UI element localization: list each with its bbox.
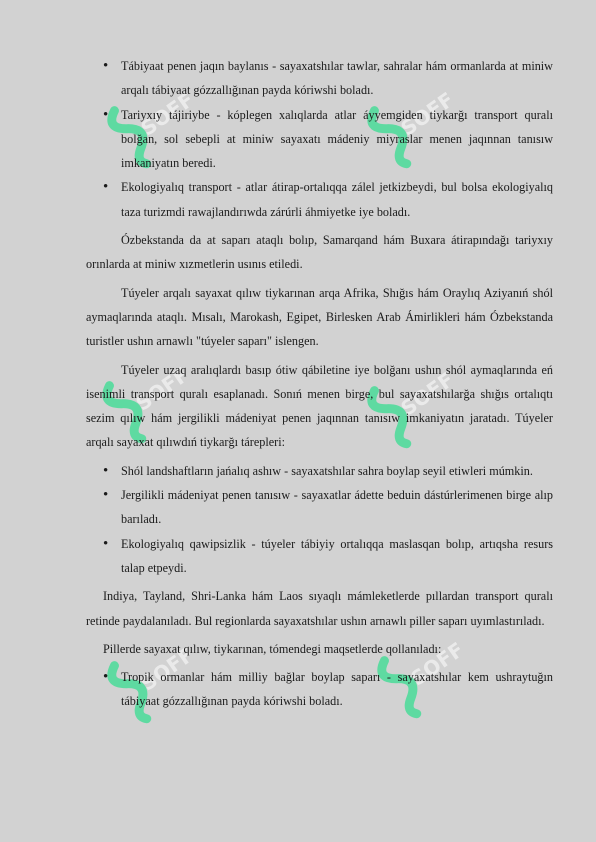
- paragraph: Indiya, Tayland, Shri-Lanka hám Laos sıyaqlı mámleketlerde pıllardan transport quralı retinde paydalanıladı. Bul regionlarda sayaxatshılar ushın arnawlı piller saparı uyımlastırıladı.: [86, 589, 553, 628]
- paragraph: Túyeler arqalı sayaxat qılıw tiykarınan arqa Afrika, Shığıs hám Oraylıq Aziyanıń shól aymaqlarında ataqlı. Mısalı, Marokash, Egipet, Birlesken Arab Ámirlikleri hám Ózbekstanda turistler ushın arnawlı "túyeler saparı" islengen.: [86, 285, 553, 349]
- list-item: • Tariyxıy tájiriybe - kóplegen xalıqlarda atlar áyyemgiden tiykarğı transport quralı bolğan, sol sebepli at miniw sayaxatı mádeniy miyraslar menen jaqınnan tanısıw imkaniyatın beredi.: [86, 103, 553, 176]
- svg-text:SOFF: SOFF: [396, 367, 459, 421]
- bullet-list: [86, 459, 553, 580]
- list-item: • Tábiyaat penen jaqın baylanıs - sayaxatshılar tawlar, sahralar hám ormanlarda at miniw arqalı tábiyaat gózzallığınan payda kóriwshi boladı.: [86, 54, 553, 103]
- svg-text:SOFF: SOFF: [136, 87, 199, 141]
- svg-text:SOFF: SOFF: [131, 362, 194, 416]
- list-item: • Shól landshaftların jańalıq ashıw - sayaxatshılar sahra boylap seyil etiwleri múmkin.: [86, 459, 553, 483]
- svg-text:SOFF: SOFF: [406, 637, 469, 691]
- paragraph: Túyeler uzaq aralıqlardı basıp ótiw qábiletine iye bolğanı ushın shól aymaqlarında eń isenimli transport quralı esaplanadı. Sonıń menen birge, bul sayaxatshılarğa shığıs ortalıqtı sezim qılıw hám jergilikli mádeniyat penen jaqınnan tanısıw imkaniyatın jaratadı. Túyeler arqalı sayaxat qılıwdıń tiykarğı tárepleri:: [86, 362, 553, 450]
- list-item: • Jergilikli mádeniyat penen tanısıw - sayaxatlar ádette beduin dástúrlerimenen birge alıp barıladı.: [86, 483, 553, 532]
- paragraph: Ózbekstanda da at saparı ataqlı bolıp, Samarqand hám Buxara átirapındağı tariyxıy orınlarda at miniw xızmetlerin usınıs etiledi.: [86, 233, 553, 272]
- svg-text:SOFF: SOFF: [396, 87, 459, 141]
- document-body: [86, 54, 553, 718]
- list-item: • Tropik ormanlar hám milliy bağlar boylap saparı - sayaxatshılar kem ushraytuğın tábiyaat gózzallığınan payda kóriwshi boladı.: [86, 665, 553, 714]
- list-item: • Ekologiyalıq transport - atlar átirap-ortalıqqa zálel jetkizbeydi, bul bolsa ekologiyalıq taza turizmdi rawajlandırıwda zárúrli áhmiyetke iye boladı.: [86, 175, 553, 224]
- paragraph: Pillerde sayaxat qılıw, tiykarınan, tómendegi maqsetlerde qollanıladı:: [103, 641, 442, 656]
- list-item: • Ekologiyalıq qawipsizlik - túyeler tábiyiy ortalıqqa maslasqan bolıp, artıqsha resurs talap etpeydi.: [86, 532, 553, 581]
- svg-text:SOFF: SOFF: [136, 642, 199, 696]
- bullet-list: [86, 665, 553, 714]
- bullet-list: [86, 54, 553, 224]
